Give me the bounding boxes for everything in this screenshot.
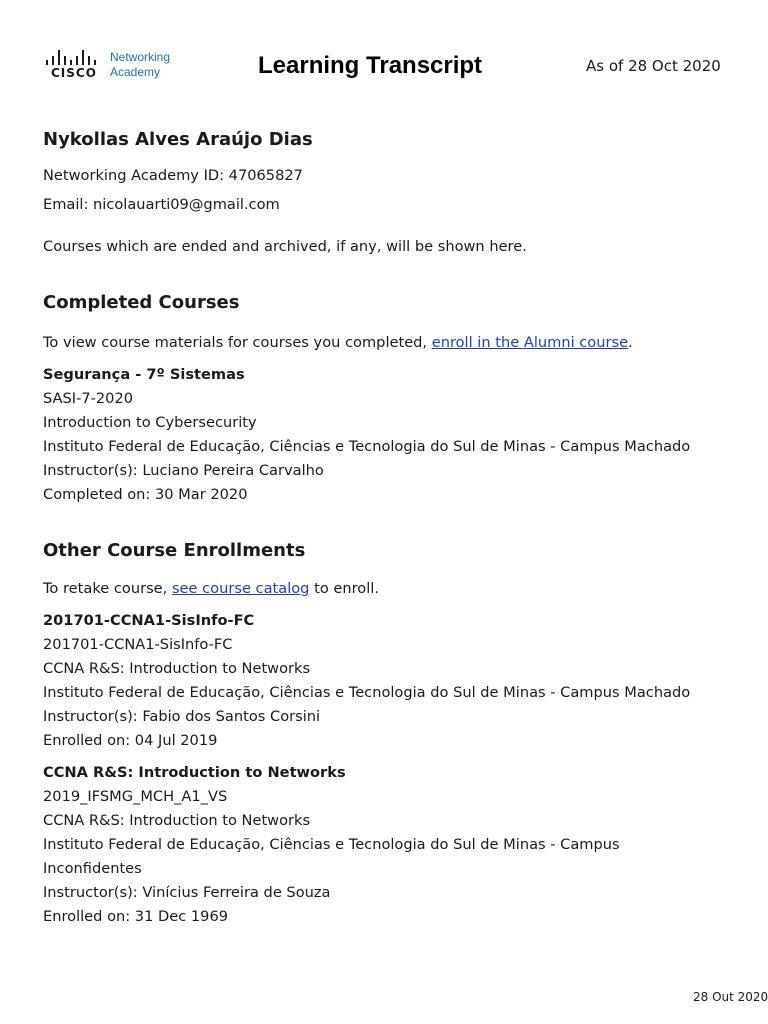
academy-id: Networking Academy ID: 47065827 [43,167,303,184]
other-intro-suffix: to enroll. [309,580,379,597]
page-title: Learning Transcript [258,52,483,79]
networking-academy-wordmark [110,50,170,80]
archived-note: Courses which are ended and archived, if any, will be shown here. [43,238,527,255]
course-entry [43,761,743,929]
course-date: Enrolled on: 31 Dec 1969 [43,908,229,925]
footer-date: 28 Out 2020 [693,990,768,1004]
course-institution: Instituto Federal de Educação, Ciências e Tecnologia do Sul de Minas - Campus Machado [43,438,691,455]
course-title: 201701-CCNA1-SisInfo-FC [43,612,255,629]
course-name: Introduction to Cybersecurity [43,414,257,431]
course-code: 2019_IFSMG_MCH_A1_VS [43,788,228,805]
cisco-wordmark: CISCO [51,66,97,80]
other-enrollments-heading: Other Course Enrollments [43,540,306,561]
page-header [0,0,768,110]
transcript-content [43,126,743,929]
course-code: 201701-CCNA1-SisInfo-FC [43,636,233,653]
email: Email: nicolauarti09@gmail.com [43,196,280,213]
course-catalog-link[interactable]: see course catalog [171,580,310,597]
course-entry [43,363,743,507]
logo-line-1: Networking [110,50,171,64]
course-code: SASI-7-2020 [43,390,134,407]
course-instructors: Instructor(s): Vinícius Ferreira de Souza [43,884,331,901]
course-date: Completed on: 30 Mar 2020 [43,486,248,503]
course-institution: Instituto Federal de Educação, Ciências e Tecnologia do Sul de Minas - Campus [43,836,620,853]
other-intro-text: To retake course, [43,580,172,597]
course-entry [43,609,743,753]
course-institution: Instituto Federal de Educação, Ciências e Tecnologia do Sul de Minas - Campus Machado [43,684,691,701]
completed-intro [43,331,743,355]
other-intro [43,577,743,601]
course-name: CCNA R&S: Introduction to Networks [43,660,311,677]
cisco-networking-academy-logo [46,49,186,83]
completed-intro-text: To view course materials for courses you completed, [43,334,432,351]
course-instructors: Instructor(s): Fabio dos Santos Corsini [43,708,321,725]
completed-courses-heading: Completed Courses [43,292,240,313]
course-name: CCNA R&S: Introduction to Networks [43,812,311,829]
student-name: Nykollas Alves Araújo Dias [43,129,313,150]
course-title: CCNA R&S: Introduction to Networks [43,764,346,781]
course-instructors: Instructor(s): Luciano Pereira Carvalho [43,462,324,479]
course-title: Segurança - 7º Sistemas [43,366,245,383]
completed-intro-suffix: . [628,334,633,351]
course-institution-continued: Inconfidentes [43,860,142,877]
alumni-course-link[interactable]: enroll in the Alumni course [431,334,629,351]
logo-line-2: Academy [110,65,161,79]
cisco-bars-icon [46,49,100,65]
as-of-date: As of 28 Oct 2020 [586,57,721,75]
course-date: Enrolled on: 04 Jul 2019 [43,732,218,749]
